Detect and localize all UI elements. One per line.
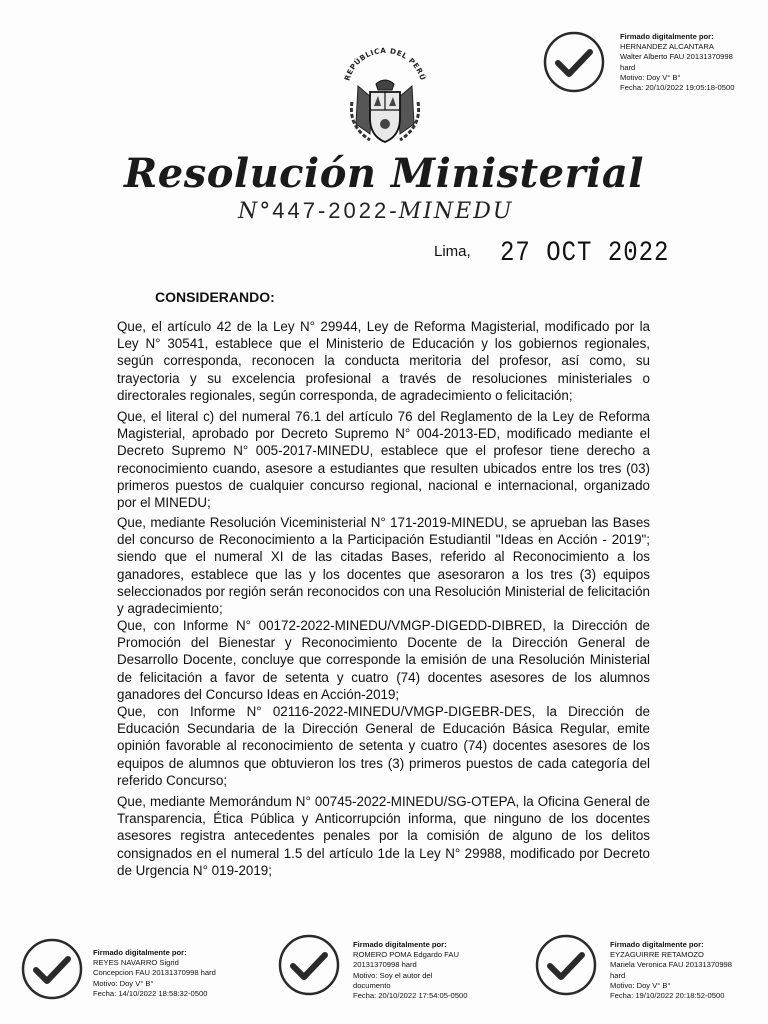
paragraph: Que, con Informe N° 02116-2022-MINEDU/VMGP-DIGEBR-DES, la Dirección de Educación Secundaria de la Dirección General de Educación Básica Regular, emite opinión favorable al reconocimiento de setenta y cuatro (74) docentes asesores de los equipos de alumnos que obtuvieron los tres (3) primeros puestos de cada categoría del referido Concurso; <box>117 704 650 788</box>
signature-line: Fecha: 14/10/2022 18:58:32-0500 <box>93 988 208 998</box>
paragraph: Que, el artículo 42 de la Ley N° 29944, Ley de Reforma Magisterial, modificado por la Ley N° 30541, establece que el Ministerio de Educación y los gobiernos regionales, según corresponda, reconocen la conducta meritoria del profesor, así como, su trayectoria y su excelencia profesional a través de resoluciones ministeriales o directorales regionales, según corresponda, de agradecimiento o felicitación; <box>117 319 650 403</box>
signature-line: Mariela Veronica FAU 20131370998 <box>610 960 733 970</box>
signature-line: Motivo: Doy V° B° <box>610 980 671 990</box>
signature-check-icon <box>542 30 606 94</box>
paragraph: Que, con Informe N° 00172-2022-MINEDU/VMGP-DIGEDD-DIBRED, la Dirección de Promoción del Bienestar y Reconocimiento Docente de la Dirección General de Desarrollo Docente, concluye que corresponde la emisión de una Resolución Ministerial de felicitación a favor de setenta y cuatro (74) docentes asesores de los alumnos ganadores del Concurso Ideas en Acción-2019; <box>117 618 650 702</box>
signature-check-icon <box>534 933 598 997</box>
document-title: Resolución Ministerial <box>124 150 644 197</box>
paragraph: Que, el literal c) del numeral 76.1 del artículo 76 del Reglamento de la Ley de Reforma Magisterial, aprobado por Decreto Supremo N° 004-2013-ED, modificado mediante el Decreto Supremo N° 005-2017-MINEDU, establece que el profesor tiene derecho a reconocimiento cuando, asesore a estudiantes que resulten ubicados entre los tres (03) primeros puestos de cualquier concurso regional, nacional e internacional, organizado por el MINEDU; <box>117 409 650 511</box>
svg-text:REPÚBLICA DEL PERÚ: REPÚBLICA DEL PERÚ <box>342 45 428 82</box>
national-seal-icon <box>330 40 440 150</box>
signature-line: Firmado digitalmente por: <box>620 32 714 41</box>
signature-text <box>620 32 734 93</box>
resolution-number-prefix: N° <box>238 199 273 224</box>
signature-text <box>93 948 216 999</box>
signature-text <box>610 940 732 1001</box>
signature-line: Motivo: Doy V° B° <box>620 72 681 82</box>
signature-line: Fecha: 20/10/2022 19:05:18-0500 <box>620 83 735 93</box>
signature-line: Fecha: 20/10/2022 17:54:05-0500 <box>353 991 468 1001</box>
signature-check-icon <box>277 933 341 997</box>
date-stamp: 27 OCT 2022 <box>500 237 670 270</box>
resolution-number <box>238 198 513 224</box>
paragraph: Que, mediante Resolución Viceministerial N° 171-2019-MINEDU, se aprueban las Bases del concurso de Reconocimiento a la Participación Estudiantil "Ideas en Acción - 2019"; siendo que el numeral XI de las citadas Bases, referido al Reconocimiento a los ganadores, establece que las y los docentes que asesoraron a los tres (3) equipos seleccionados por región serán reconocidos con una Resolución Ministerial de felicitación y agradecimiento; <box>117 515 650 617</box>
signature-line: Motivo: Doy V° B° <box>93 978 154 988</box>
signature-line: Firmado digitalmente por: <box>93 948 187 957</box>
paragraph: Que, mediante Memorándum N° 00745-2022-MINEDU/SG-OTEPA, la Oficina General de Transparencia, Ética Pública y Anticorrupción informa, que ninguno de los docentes asesores registra antecedentes penales por la comisión de alguno de los delitos consignados en el numeral 1.5 del artículo 1de la Ley N° 29988, modificado por Decreto de Urgencia N° 019-2019; <box>117 794 650 878</box>
signature-line: Firmado digitalmente por: <box>353 940 447 949</box>
signature-line: Firmado digitalmente por: <box>610 940 704 949</box>
signature-line: Fecha: 19/10/2022 20:18:52-0500 <box>610 991 725 1001</box>
signature-line: hard <box>610 970 626 980</box>
signature-line: HERNANDEZ ALCANTARA <box>620 42 714 52</box>
resolution-number-suffix: -MINEDU <box>389 199 514 224</box>
signature-line: documento <box>353 980 391 990</box>
signature-line: EYZAGUIRRE RETAMOZO <box>610 950 704 960</box>
signature-line: Concepcion FAU 20131370998 hard <box>93 968 216 978</box>
signature-line: Motivo: Soy el autor del <box>353 970 433 980</box>
signature-line: Walter Alberto FAU 20131370998 <box>620 52 733 62</box>
place-label: Lima, <box>434 243 471 260</box>
signature-text <box>353 940 467 1001</box>
signature-line: ROMERO POMA Edgardo FAU <box>353 950 459 960</box>
signature-check-icon <box>20 937 84 1001</box>
resolution-number-value: 447-2022 <box>272 198 390 223</box>
signature-line: 20131370998 hard <box>353 960 417 970</box>
signature-line: hard <box>620 62 636 72</box>
signature-line: REYES NAVARRO Sigrid <box>93 958 179 968</box>
section-heading: CONSIDERANDO: <box>155 289 275 305</box>
